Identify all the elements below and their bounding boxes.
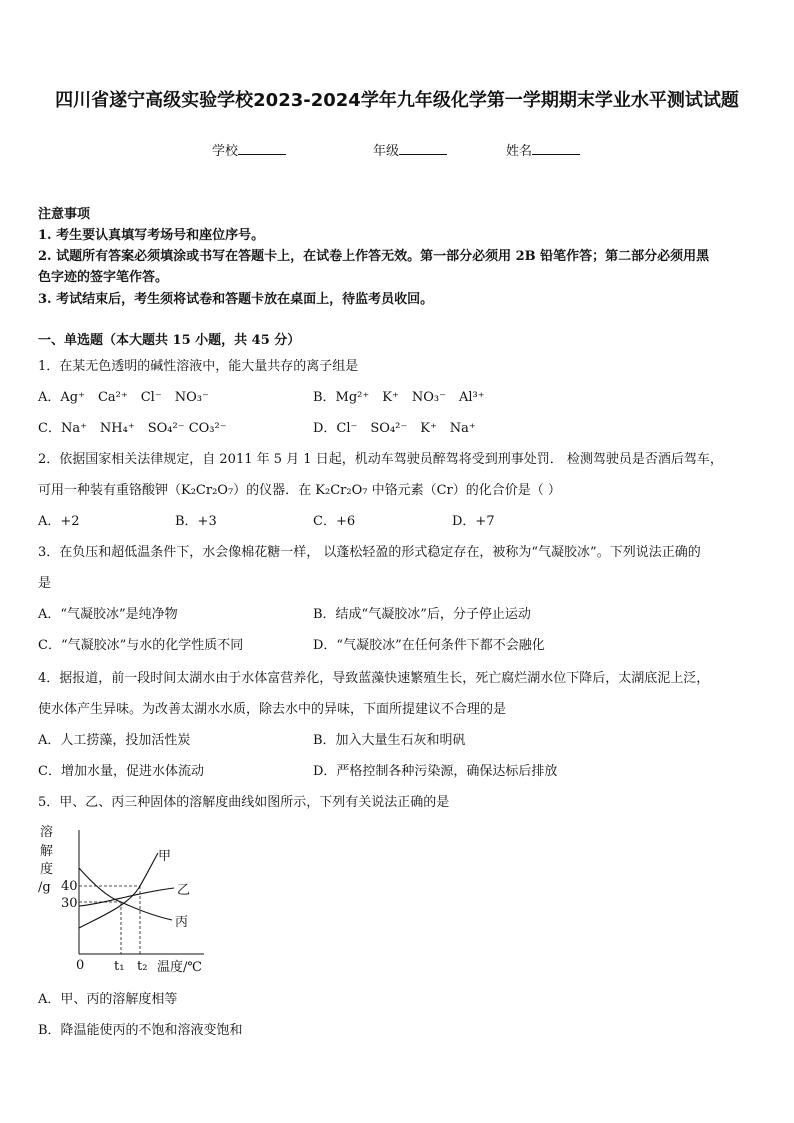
origin-label: 0 xyxy=(76,958,85,973)
grade-blank xyxy=(399,142,447,155)
q4-option-c: C．增加水量，促进水体流动 xyxy=(38,764,204,779)
name-label: 姓名 xyxy=(506,144,533,159)
school-label: 学校 xyxy=(212,144,239,159)
curve-jia xyxy=(79,853,158,928)
question-2-line2: 可用一种装有重铬酸钾（K₂Cr₂O₇）的仪器．在 K₂Cr₂O₇ 中铬元素（Cr）的化合价是（ ） xyxy=(38,483,561,498)
grade-field xyxy=(373,140,447,159)
note-item: 2. 试题所有答案必须填涂或书写在答题卡上，在试卷上作答无效。第一部分必须用 2B 铅笔作答；第二部分必须用黑 xyxy=(38,249,710,264)
note-item: 色字迹的签字笔作答。 xyxy=(38,270,169,285)
notes-heading: 注意事项 xyxy=(38,207,91,222)
curve-yi xyxy=(79,888,174,906)
question-4-line1: 4．据报道，前一段时间太湖水由于水体富营养化，导致蓝藻快速繁殖生长，死亡腐烂湖水位下降后，太湖底泥上泛， xyxy=(38,671,710,686)
q2-option-c: C．+6 xyxy=(313,514,356,529)
q3-option-c: C．“气凝胶冰”与水的化学性质不同 xyxy=(38,638,244,653)
y-axis-unit: /g xyxy=(38,880,51,895)
y-axis-label-char: 溶 xyxy=(40,825,54,840)
q3-option-b: B．结成“气凝胶冰”后，分子停止运动 xyxy=(313,607,531,622)
q2-option-b: B．+3 xyxy=(175,514,217,529)
q4-option-d: D．严格控制各种污染源，确保达标后排放 xyxy=(313,764,558,779)
note-item: 1. 考生要认真填写考场号和座位序号。 xyxy=(38,228,265,243)
question-2-line1: 2．依据国家相关法律规定，自 2011 年 5 月 1 日起，机动车驾驶员醉驾将受到刑事处罚． 检测驾驶员是否酒后驾车， xyxy=(38,452,723,467)
x-tick-t2: t₂ xyxy=(137,959,148,974)
q4-option-b: B．加入大量生石灰和明矾 xyxy=(313,733,466,748)
curve-label-bing: 丙 xyxy=(175,915,189,930)
question-3-line2: 是 xyxy=(38,576,52,591)
curve-bing xyxy=(79,868,172,920)
section-heading: 一、单选题（本大题共 15 小题，共 45 分） xyxy=(38,333,301,348)
name-field xyxy=(506,140,580,159)
grade-label: 年级 xyxy=(373,144,400,159)
q2-option-a: A．+2 xyxy=(38,514,80,529)
question-1-stem: 1．在某无色透明的碱性溶液中，能大量共存的离子组是 xyxy=(38,359,359,374)
q2-option-d: D．+7 xyxy=(452,514,495,529)
exam-title: 四川省遂宁高级实验学校2023-2024学年九年级化学第一学期期末学业水平测试试题 xyxy=(55,90,739,111)
y-axis-label-char: 度 xyxy=(40,862,54,877)
y-tick-30: 30 xyxy=(61,896,78,911)
question-4-line2: 使水体产生异味。为改善太湖水水质，除去水中的异味，下面所提建议不合理的是 xyxy=(38,702,507,717)
y-axis-label-char: 解 xyxy=(40,844,54,859)
solubility-curve-figure xyxy=(34,820,224,980)
school-field xyxy=(212,140,286,159)
question-3-line1: 3．在负压和超低温条件下，水会像棉花糖一样， 以蓬松轻盈的形式稳定存在，被称为“气凝胶冰”。下列说法正确的 xyxy=(38,545,701,560)
school-blank xyxy=(238,142,286,155)
q1-option-b: B．Mg²⁺ K⁺ NO₃⁻ Al³⁺ xyxy=(313,390,485,405)
q5-option-b: B．降温能使丙的不饱和溶液变饱和 xyxy=(38,1023,243,1038)
note-item: 3. 考试结束后，考生须将试卷和答题卡放在桌面上，待监考员收回。 xyxy=(38,292,434,307)
q1-option-c: C．Na⁺ NH₄⁺ SO₄²⁻ CO₃²⁻ xyxy=(38,421,227,436)
q1-option-a: A．Ag⁺ Ca²⁺ Cl⁻ NO₃⁻ xyxy=(38,390,209,405)
q4-option-a: A．人工捞藻，投加活性炭 xyxy=(38,733,191,748)
q1-option-d: D．Cl⁻ SO₄²⁻ K⁺ Na⁺ xyxy=(313,421,476,436)
q3-option-d: D．“气凝胶冰”在任何条件下都不会融化 xyxy=(313,638,545,653)
x-tick-t1: t₁ xyxy=(114,959,125,974)
name-blank xyxy=(532,142,580,155)
curve-label-jia: 甲 xyxy=(158,849,172,864)
curve-label-yi: 乙 xyxy=(177,883,191,898)
y-tick-40: 40 xyxy=(61,879,78,894)
q3-option-a: A．“气凝胶冰”是纯净物 xyxy=(38,607,178,622)
x-axis-label: 温度/℃ xyxy=(157,960,202,975)
q5-option-a: A．甲、丙的溶解度相等 xyxy=(38,992,178,1007)
question-5-stem: 5．甲、乙、丙三种固体的溶解度曲线如图所示，下列有关说法正确的是 xyxy=(38,795,450,810)
